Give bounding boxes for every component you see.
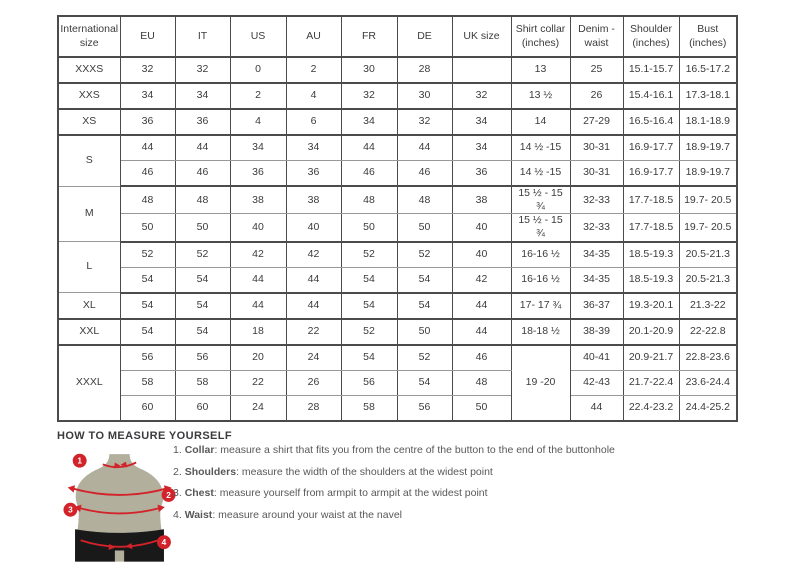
table-cell: 0 — [230, 57, 286, 83]
table-cell: 14 ½ -15 — [511, 161, 570, 187]
measure-heading: HOW TO MEASURE YOURSELF — [57, 430, 233, 442]
table-cell: 40 — [286, 214, 341, 242]
table-cell: 46 — [175, 161, 230, 187]
table-cell: 15.1-15.7 — [623, 57, 679, 83]
table-cell: 48 — [397, 186, 452, 214]
svg-text:1: 1 — [77, 455, 82, 466]
table-cell: 50 — [120, 214, 175, 242]
table-cell: 54 — [341, 293, 397, 319]
measurement-figure — [63, 447, 176, 566]
table-cell: 40 — [452, 242, 511, 268]
instruction-text: : measure yourself from armpit to armpit at the widest point — [213, 487, 488, 499]
table-cell: 17- 17 ¾ — [511, 293, 570, 319]
table-row — [58, 214, 737, 242]
column-header: Denim - waist — [570, 16, 623, 57]
column-header: AU — [286, 16, 341, 57]
instruction-label: Chest — [184, 487, 214, 499]
size-table-body — [58, 57, 737, 421]
table-row — [58, 57, 737, 83]
table-row — [58, 267, 737, 293]
table-cell: 24.4-25.2 — [679, 395, 737, 421]
table-cell: 46 — [120, 161, 175, 187]
table-cell: 46 — [341, 161, 397, 187]
table-cell: 34 — [286, 135, 341, 161]
table-cell: 18-18 ½ — [511, 319, 570, 345]
table-cell: 16.5-17.2 — [679, 57, 737, 83]
table-cell: 48 — [175, 186, 230, 214]
table-cell: 20.1-20.9 — [623, 319, 679, 345]
table-cell: 32 — [397, 109, 452, 135]
table-cell: 6 — [286, 109, 341, 135]
table-row — [58, 293, 737, 319]
table-cell: 44 — [286, 293, 341, 319]
table-cell: 44 — [452, 319, 511, 345]
table-cell: 54 — [397, 293, 452, 319]
instruction-label: Waist — [184, 508, 213, 521]
table-cell: 42 — [452, 267, 511, 293]
table-cell: 54 — [397, 370, 452, 395]
instruction-text: : measure around your waist at the navel — [212, 508, 402, 521]
table-cell: 52 — [341, 319, 397, 345]
table-cell: 50 — [397, 319, 452, 345]
table-cell: 24 — [286, 345, 341, 371]
table-cell: 18.9-19.7 — [679, 161, 737, 187]
table-cell: 48 — [452, 370, 511, 395]
table-cell: 2 — [286, 57, 341, 83]
table-cell: 18.5-19.3 — [623, 242, 679, 268]
table-cell: 38-39 — [570, 319, 623, 345]
table-cell: 16-16 ½ — [511, 267, 570, 293]
table-cell — [452, 57, 511, 83]
table-cell: 17.7-18.5 — [623, 186, 679, 214]
column-header: Shirt collar (inches) — [511, 16, 570, 57]
table-cell: 36 — [286, 161, 341, 187]
table-cell: 60 — [120, 395, 175, 421]
table-cell: 34-35 — [570, 242, 623, 268]
size-label-cell: XXXL — [58, 345, 120, 421]
table-cell: 21.3-22 — [679, 293, 737, 319]
table-cell: 17.7-18.5 — [623, 214, 679, 242]
size-label-cell: XXL — [58, 319, 120, 345]
table-row — [58, 345, 737, 371]
table-row — [58, 109, 737, 135]
table-cell: 16.9-17.7 — [623, 135, 679, 161]
table-cell: 58 — [120, 370, 175, 395]
table-cell: 44 — [286, 267, 341, 293]
column-header: International size — [58, 16, 120, 57]
measure-instruction-chest — [173, 487, 615, 499]
size-table — [57, 15, 738, 422]
table-row — [58, 186, 737, 214]
table-cell: 15 ½ - 15 ¾ — [511, 214, 570, 242]
svg-text:3: 3 — [68, 504, 73, 515]
size-label-cell: M — [58, 186, 120, 242]
table-cell: 36 — [452, 161, 511, 187]
table-cell: 58 — [175, 370, 230, 395]
table-cell: 2 — [230, 83, 286, 109]
table-cell: 34-35 — [570, 267, 623, 293]
table-cell: 18.5-19.3 — [623, 267, 679, 293]
table-cell: 38 — [286, 186, 341, 214]
table-cell: 28 — [397, 57, 452, 83]
table-cell: 50 — [397, 214, 452, 242]
table-cell: 26 — [570, 83, 623, 109]
instruction-text: : measure a shirt that fits you from the centre of the button to the end of the buttonhole — [214, 444, 615, 456]
table-row — [58, 135, 737, 161]
table-cell: 52 — [397, 242, 452, 268]
column-header: Bust (inches) — [679, 16, 737, 57]
table-cell: 17.3-18.1 — [679, 83, 737, 109]
table-cell: 54 — [341, 267, 397, 293]
table-cell: 20.5-21.3 — [679, 267, 737, 293]
table-cell: 56 — [397, 395, 452, 421]
table-cell: 22.8-23.6 — [679, 345, 737, 371]
table-cell: 22.4-23.2 — [623, 395, 679, 421]
table-cell: 28 — [286, 395, 341, 421]
table-cell: 52 — [175, 242, 230, 268]
table-cell: 40-41 — [570, 345, 623, 371]
table-cell: 44 — [230, 267, 286, 293]
instruction-number: 3. — [173, 487, 182, 499]
table-cell: 14 ½ -15 — [511, 135, 570, 161]
size-label-cell: XXXS — [58, 57, 120, 83]
table-cell: 22 — [230, 370, 286, 395]
measure-instructions — [173, 444, 615, 530]
table-cell: 42-43 — [570, 370, 623, 395]
table-row — [58, 370, 737, 395]
table-cell: 44 — [120, 135, 175, 161]
column-header: EU — [120, 16, 175, 57]
table-cell: 18 — [230, 319, 286, 345]
table-cell: 56 — [341, 370, 397, 395]
table-cell: 38 — [230, 186, 286, 214]
shoulder-arrowhead-left — [68, 485, 75, 492]
table-cell: 48 — [341, 186, 397, 214]
table-cell: 20.5-21.3 — [679, 242, 737, 268]
size-chart — [57, 15, 738, 422]
table-cell: 34 — [452, 135, 511, 161]
table-cell: 30 — [397, 83, 452, 109]
size-label-cell: L — [58, 242, 120, 293]
column-header: IT — [175, 16, 230, 57]
table-cell: 56 — [120, 345, 175, 371]
table-cell: 19.7- 20.5 — [679, 186, 737, 214]
table-cell: 36-37 — [570, 293, 623, 319]
svg-text:4: 4 — [161, 537, 167, 548]
column-header: Shoulder (inches) — [623, 16, 679, 57]
column-header: US — [230, 16, 286, 57]
table-cell: 56 — [175, 345, 230, 371]
size-label-cell: XL — [58, 293, 120, 319]
table-cell: 15.4-16.1 — [623, 83, 679, 109]
table-cell: 40 — [230, 214, 286, 242]
marker-collar — [73, 454, 87, 468]
table-cell: 54 — [175, 293, 230, 319]
table-cell: 54 — [397, 267, 452, 293]
table-cell: 4 — [230, 109, 286, 135]
table-cell: 54 — [120, 319, 175, 345]
table-cell: 34 — [341, 109, 397, 135]
table-cell: 50 — [452, 395, 511, 421]
table-cell: 52 — [341, 242, 397, 268]
table-cell: 44 — [341, 135, 397, 161]
table-cell: 34 — [452, 109, 511, 135]
table-cell: 52 — [397, 345, 452, 371]
table-cell: 44 — [175, 135, 230, 161]
table-cell: 22 — [286, 319, 341, 345]
table-cell: 46 — [397, 161, 452, 187]
table-cell: 34 — [175, 83, 230, 109]
marker-chest — [63, 503, 77, 517]
instruction-number: 1. — [173, 444, 182, 456]
table-cell: 58 — [341, 395, 397, 421]
table-cell: 44 — [452, 293, 511, 319]
table-cell: 19 -20 — [511, 345, 570, 421]
table-cell: 18.1-18.9 — [679, 109, 737, 135]
table-cell: 40 — [452, 214, 511, 242]
size-table-header — [58, 16, 737, 57]
table-row — [58, 395, 737, 421]
size-label-cell: S — [58, 135, 120, 186]
table-cell: 16.5-16.4 — [623, 109, 679, 135]
table-cell: 24 — [230, 395, 286, 421]
table-cell: 22-22.8 — [679, 319, 737, 345]
table-cell: 44 — [230, 293, 286, 319]
table-cell: 16-16 ½ — [511, 242, 570, 268]
measure-instruction-shoulders — [173, 466, 615, 478]
table-cell: 36 — [175, 109, 230, 135]
table-cell: 36 — [120, 109, 175, 135]
measure-instruction-waist — [173, 509, 615, 521]
table-cell: 34 — [120, 83, 175, 109]
table-cell: 54 — [120, 267, 175, 293]
table-cell: 32 — [341, 83, 397, 109]
table-row — [58, 161, 737, 187]
table-cell: 30-31 — [570, 135, 623, 161]
table-cell: 54 — [341, 345, 397, 371]
instruction-number: 4. — [173, 508, 182, 521]
table-cell: 60 — [175, 395, 230, 421]
instruction-text: : measure the width of the shoulders at the widest point — [236, 465, 493, 478]
table-cell: 54 — [175, 319, 230, 345]
table-cell: 34 — [230, 135, 286, 161]
table-cell: 19.3-20.1 — [623, 293, 679, 319]
table-cell: 42 — [286, 242, 341, 268]
size-label-cell: XXS — [58, 83, 120, 109]
svg-text:2: 2 — [166, 489, 171, 500]
column-header: UK size — [452, 16, 511, 57]
table-cell: 32 — [175, 57, 230, 83]
instruction-label: Shoulders — [184, 465, 237, 478]
table-cell: 27-29 — [570, 109, 623, 135]
table-cell: 21.7-22.4 — [623, 370, 679, 395]
table-cell: 32 — [452, 83, 511, 109]
table-cell: 48 — [120, 186, 175, 214]
measure-instruction-collar — [173, 444, 615, 456]
table-cell: 38 — [452, 186, 511, 214]
table-cell: 50 — [175, 214, 230, 242]
table-cell: 20.9-21.7 — [623, 345, 679, 371]
table-cell: 19.7- 20.5 — [679, 214, 737, 242]
table-cell: 54 — [120, 293, 175, 319]
table-cell: 14 — [511, 109, 570, 135]
column-header: FR — [341, 16, 397, 57]
column-header: DE — [397, 16, 452, 57]
torso-illustration — [63, 447, 176, 566]
table-cell: 42 — [230, 242, 286, 268]
header-row — [58, 16, 737, 57]
table-cell: 30 — [341, 57, 397, 83]
table-cell: 50 — [341, 214, 397, 242]
table-cell: 32-33 — [570, 186, 623, 214]
size-label-cell: XS — [58, 109, 120, 135]
table-cell: 23.6-24.4 — [679, 370, 737, 395]
table-cell: 16.9-17.7 — [623, 161, 679, 187]
table-cell: 13 ½ — [511, 83, 570, 109]
table-cell: 54 — [175, 267, 230, 293]
table-cell: 25 — [570, 57, 623, 83]
table-cell: 26 — [286, 370, 341, 395]
table-cell: 13 — [511, 57, 570, 83]
table-cell: 52 — [120, 242, 175, 268]
table-cell: 30-31 — [570, 161, 623, 187]
table-cell: 18.9-19.7 — [679, 135, 737, 161]
table-row — [58, 319, 737, 345]
table-cell: 32 — [120, 57, 175, 83]
table-cell: 32-33 — [570, 214, 623, 242]
table-cell: 15 ½ - 15 ¾ — [511, 186, 570, 214]
table-cell: 4 — [286, 83, 341, 109]
instruction-label: Collar — [184, 444, 215, 456]
table-cell: 36 — [230, 161, 286, 187]
table-cell: 44 — [570, 395, 623, 421]
table-row — [58, 83, 737, 109]
table-cell: 44 — [397, 135, 452, 161]
table-row — [58, 242, 737, 268]
table-cell: 20 — [230, 345, 286, 371]
marker-waist — [157, 535, 171, 549]
table-cell: 46 — [452, 345, 511, 371]
instruction-number: 2. — [173, 465, 182, 478]
